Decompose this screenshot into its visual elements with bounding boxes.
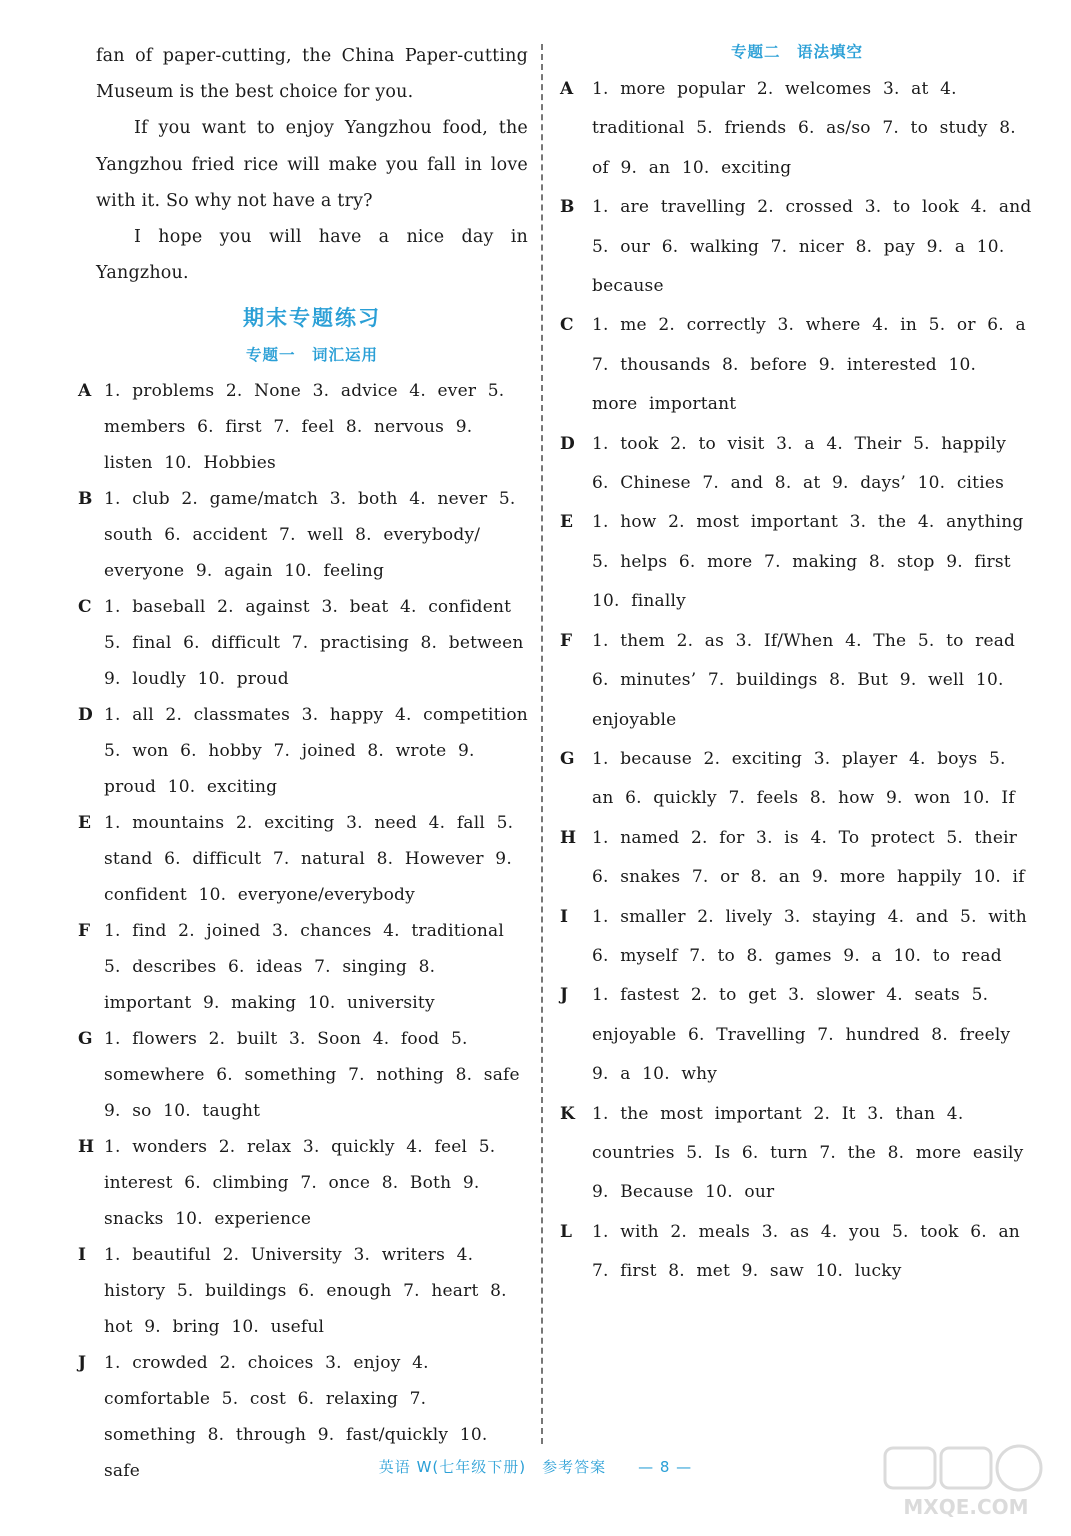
group-answers: 1. club 2. game/match 3. both 4. never 5. south 6. accident 7. well 8. everybody/ everyone 9. again 10. feeling <box>104 489 516 582</box>
group-letter: I <box>560 906 568 927</box>
group-letter: E <box>78 813 91 834</box>
group-letter: J <box>560 985 569 1006</box>
group-answers: 1. me 2. correctly 3. where 4. in 5. or 6. a 7. thousands 8. before 9. interested 10. more important <box>592 315 1026 415</box>
group-letter: G <box>78 1029 93 1050</box>
answer-group <box>562 898 1032 977</box>
group-letter: E <box>560 512 573 533</box>
answer-group <box>562 1095 1032 1213</box>
group-letter: H <box>560 827 577 848</box>
group-answers: 1. because 2. exciting 3. player 4. boys 5. an 6. quickly 7. feels 8. how 9. won 10. If <box>592 748 1015 809</box>
group-letter: H <box>78 1137 95 1158</box>
watermark-logo <box>881 1442 1051 1522</box>
group-letter: I <box>78 1245 86 1266</box>
watermark-text: MXQE.COM <box>903 1495 1029 1519</box>
group-letter: C <box>560 315 574 336</box>
intro-paragraph: fan of paper-cutting, the China Paper-cutting Museum is the best choice for you. <box>96 46 528 103</box>
group-answers: 1. all 2. classmates 3. happy 4. competition 5. won 6. hobby 7. joined 8. wrote 9. proud 10. exciting <box>104 705 528 798</box>
intro-paragraph: I hope you will have a nice day in Yangzhou. <box>96 227 528 284</box>
section-title: 期末专题练习 <box>243 306 381 331</box>
group-letter: J <box>78 1353 87 1374</box>
group-letter: A <box>78 381 92 402</box>
answer-group <box>562 70 1032 188</box>
group-answers: 1. the most important 2. It 3. than 4. countries 5. Is 6. turn 7. the 8. more easily 9. Because 10. our <box>592 1103 1024 1203</box>
group-answers: 1. baseball 2. against 3. beat 4. confident 5. final 6. difficult 7. practising 8. between 9. loudly 10. proud <box>104 597 524 690</box>
answer-group <box>78 1237 528 1345</box>
answer-group <box>562 622 1032 740</box>
group-answers: 1. smaller 2. lively 3. staying 4. and 5. with 6. myself 7. to 8. games 9. a 10. to read <box>592 906 1027 966</box>
group-answers: 1. wonders 2. relax 3. quickly 4. feel 5. interest 6. climbing 7. once 8. Both 9. snacks 10. experience <box>104 1137 496 1230</box>
group-answers: 1. with 2. meals 3. as 4. you 5. took 6. an 7. first 8. met 9. saw 10. lucky <box>592 1221 1020 1282</box>
group-answers: 1. mountains 2. exciting 3. need 4. fall 5. stand 6. difficult 7. natural 8. However 9. confident 10. everyone/everybody <box>104 813 514 906</box>
group-answers: 1. named 2. for 3. is 4. To protect 5. their 6. snakes 7. or 8. an 9. more happily 10. if <box>592 827 1025 888</box>
answer-group <box>78 805 528 913</box>
vocabulary-answer-groups <box>78 373 528 1489</box>
group-letter: G <box>560 748 575 769</box>
answer-group <box>562 188 1032 306</box>
answer-group <box>562 819 1032 898</box>
group-letter: K <box>560 1103 575 1124</box>
answer-group <box>562 425 1032 504</box>
answer-group <box>562 740 1032 819</box>
answer-group <box>78 589 528 697</box>
group-answers: 1. them 2. as 3. If/When 4. The 5. to read 6. minutes’ 7. buildings 8. But 9. well 10. enjoyable <box>592 630 1016 730</box>
group-letter: B <box>78 489 93 510</box>
subtitle-vocabulary: 专题一 词汇运用 <box>245 346 378 365</box>
answer-group <box>78 481 528 589</box>
answer-group <box>78 1129 528 1237</box>
group-answers: 1. took 2. to visit 3. a 4. Their 5. happily 6. Chinese 7. and 8. at 9. days’ 10. cities <box>592 433 1007 494</box>
group-answers: 1. more popular 2. welcomes 3. at 4. traditional 5. friends 6. as/so 7. to study 8. of 9. an 10. exciting <box>592 79 1016 178</box>
group-answers: 1. flowers 2. built 3. Soon 4. food 5. somewhere 6. something 7. nothing 8. safe 9. so 10. taught <box>104 1029 520 1122</box>
answer-group <box>78 913 528 1021</box>
subtitle-grammar: 专题二 语法填空 <box>730 43 863 61</box>
group-answers: 1. crowded 2. choices 3. enjoy 4. comfortable 5. cost 6. relaxing 7. something 8. through 9. fast/quickly 10. safe <box>104 1353 488 1482</box>
group-letter: D <box>78 705 93 726</box>
group-letter: B <box>560 197 575 218</box>
grammar-answer-groups <box>562 70 1032 1292</box>
answer-group <box>78 1021 528 1129</box>
group-answers: 1. find 2. joined 3. chances 4. traditional 5. describes 6. ideas 7. singing 8. important 9. making 10. university <box>104 921 504 1014</box>
answer-group <box>562 976 1032 1094</box>
column-divider <box>541 44 543 1444</box>
intro-paragraphs <box>96 38 528 291</box>
page-footer: 英语 W(七年级下册) 参考答案 — 8 — <box>378 1458 693 1476</box>
group-answers: 1. beautiful 2. University 3. writers 4. history 5. buildings 6. enough 7. heart 8. hot 9. bring 10. useful <box>104 1245 507 1338</box>
group-letter: L <box>560 1221 572 1242</box>
group-letter: F <box>560 630 573 651</box>
answer-group <box>78 697 528 805</box>
left-column <box>78 38 528 1489</box>
group-answers: 1. problems 2. None 3. advice 4. ever 5. members 6. first 7. feel 8. nervous 9. listen 10. Hobbies <box>104 381 505 474</box>
group-letter: C <box>78 597 92 618</box>
right-column <box>562 38 1032 1292</box>
intro-paragraph: If you want to enjoy Yangzhou food, the Yangzhou fried rice will make you fall in love with it. So why not have a try? <box>96 118 528 211</box>
group-letter: D <box>560 433 575 454</box>
answer-group <box>562 503 1032 621</box>
group-answers: 1. are travelling 2. crossed 3. to look 4. and 5. our 6. walking 7. nicer 8. pay 9. a 10. because <box>592 197 1032 297</box>
answer-group <box>78 373 528 481</box>
group-letter: A <box>560 79 574 99</box>
group-answers: 1. how 2. most important 3. the 4. anything 5. helps 6. more 7. making 8. stop 9. first 10. finally <box>592 512 1024 612</box>
group-answers: 1. fastest 2. to get 3. slower 4. seats 5. enjoyable 6. Travelling 7. hundred 8. freely 9. a 10. why <box>592 985 1011 1085</box>
group-letter: F <box>78 921 91 942</box>
answer-group <box>562 306 1032 424</box>
answer-group <box>562 1213 1032 1292</box>
